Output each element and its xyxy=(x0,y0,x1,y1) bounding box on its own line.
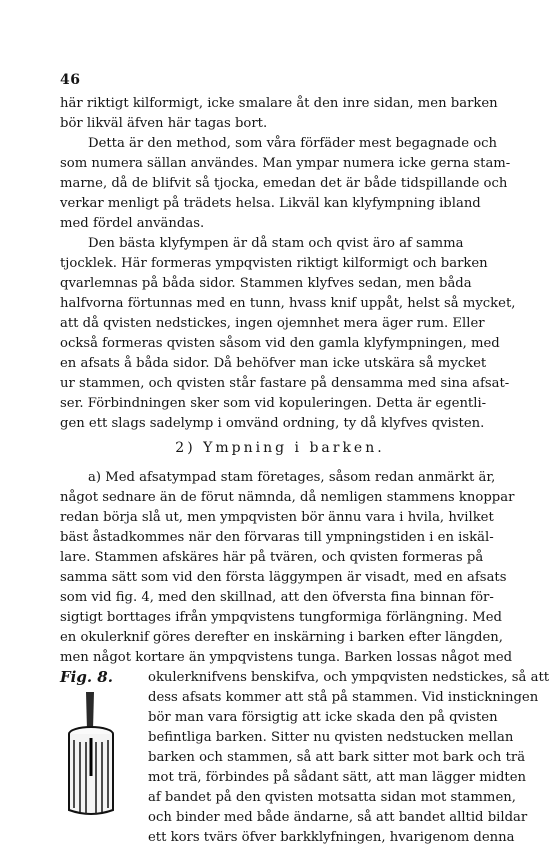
text-line: befintliga barken. Sitter nu qvisten nedstucken mellan xyxy=(148,730,514,745)
text-line: bör man vara försigtig att icke skada den på qvisten xyxy=(148,710,498,725)
figure-label: Fig. 8. xyxy=(60,668,113,686)
text-line: som numera sällan användes. Man ympar numera icke gerna stam- xyxy=(60,156,511,171)
text-line: Den bästa klyfympen är då stam och qvist äro af samma xyxy=(88,236,464,251)
text-line: och binder med både ändarne, så att bandet alltid bildar xyxy=(148,810,528,825)
text-line: sigtigt borttages ifrån ympqvistens tungformiga förlängning. Med xyxy=(60,610,503,625)
text-line: a) Med afsatympad stam företages, såsom redan anmärkt är, xyxy=(88,470,496,485)
text-line: redan börja slå ut, men ympqvisten bör ännu vara i hvila, hvilket xyxy=(60,510,494,525)
text-line: qvarlemnas på båda sidor. Stammen klyfves sedan, men båda xyxy=(60,276,472,291)
text-line: bäst åstadkommes när den förvaras till ympningstiden i en iskäl- xyxy=(60,530,494,545)
text-line: mot trä, förbindes på sådant sätt, att man lägger midten xyxy=(148,770,527,785)
page-number: 46 xyxy=(60,72,81,88)
text-line: ett kors tvärs öfver barkklyfningen, hvarigenom denna xyxy=(148,830,515,845)
text-line: men något kortare än ympqvistens tunga. Barken lossas något med xyxy=(60,650,513,665)
text-line: Detta är den method, som våra förfäder mest begagnade och xyxy=(88,136,498,151)
text-line: af bandet på den qvisten motsatta sidan mot stammen, xyxy=(148,790,516,805)
scion-shape xyxy=(86,692,94,730)
text-line: ur stammen, och qvisten står fastare på densamma med sina afsat- xyxy=(60,376,510,391)
section-heading: 2) Ympning i barken. xyxy=(175,440,385,456)
text-line: här riktigt kilformigt, icke smalare åt den inre sidan, men barken xyxy=(60,96,498,111)
text-line: bör likväl äfven här tagas bort. xyxy=(60,116,268,131)
text-line: halfvorna förtunnas med en tunn, hvass knif uppåt, helst så mycket, xyxy=(60,296,516,311)
grafted-stem-illustration xyxy=(60,690,122,820)
text-line: att då qvisten nedstickes, ingen ojemnhet mera äger rum. Eller xyxy=(60,316,485,331)
text-line: en afsats å båda sidor. Då behöfver man icke utskära så mycket xyxy=(60,356,487,371)
text-line: barken och stammen, så att bark sitter mot bark och trä xyxy=(148,750,526,765)
text-line: gen ett slags sadelymp i omvänd ordning, ty då klyfves qvisten. xyxy=(60,416,485,431)
text-line: verkar menligt på trädets helsa. Likväl kan klyfympning ibland xyxy=(60,196,481,211)
text-line: också formeras qvisten såsom vid den gamla klyfympningen, med xyxy=(60,336,500,351)
text-line: lare. Stammen afskäres här på tvären, och qvisten formeras på xyxy=(60,550,484,565)
text-line: okulerknifvens benskifva, och ympqvisten nedstickes, så att xyxy=(148,670,550,685)
text-line: tjocklek. Här formeras ympqvisten riktigt kilformigt och barken xyxy=(60,256,488,271)
text-line: ser. Förbindningen sker som vid kopuleringen. Detta är egentli- xyxy=(60,396,487,411)
text-line: marne, då de blifvit så tjocka, emedan det är både tidspillande och xyxy=(60,176,508,191)
text-line: med fördel användas. xyxy=(60,216,205,231)
text-line: en okulerknif göres derefter en inskärning i barken efter längden, xyxy=(60,630,503,645)
text-line: något sednare än de förut nämnda, då nemligen stammens knoppar xyxy=(60,490,515,505)
text-line: som vid fig. 4, med den skillnad, att den öfversta fina binnan för- xyxy=(60,590,494,605)
text-line: samma sätt som vid den första läggympen är visadt, med en afsats xyxy=(60,570,507,585)
text-line: dess afsats kommer att stå på stammen. Vid instickningen xyxy=(148,690,539,705)
